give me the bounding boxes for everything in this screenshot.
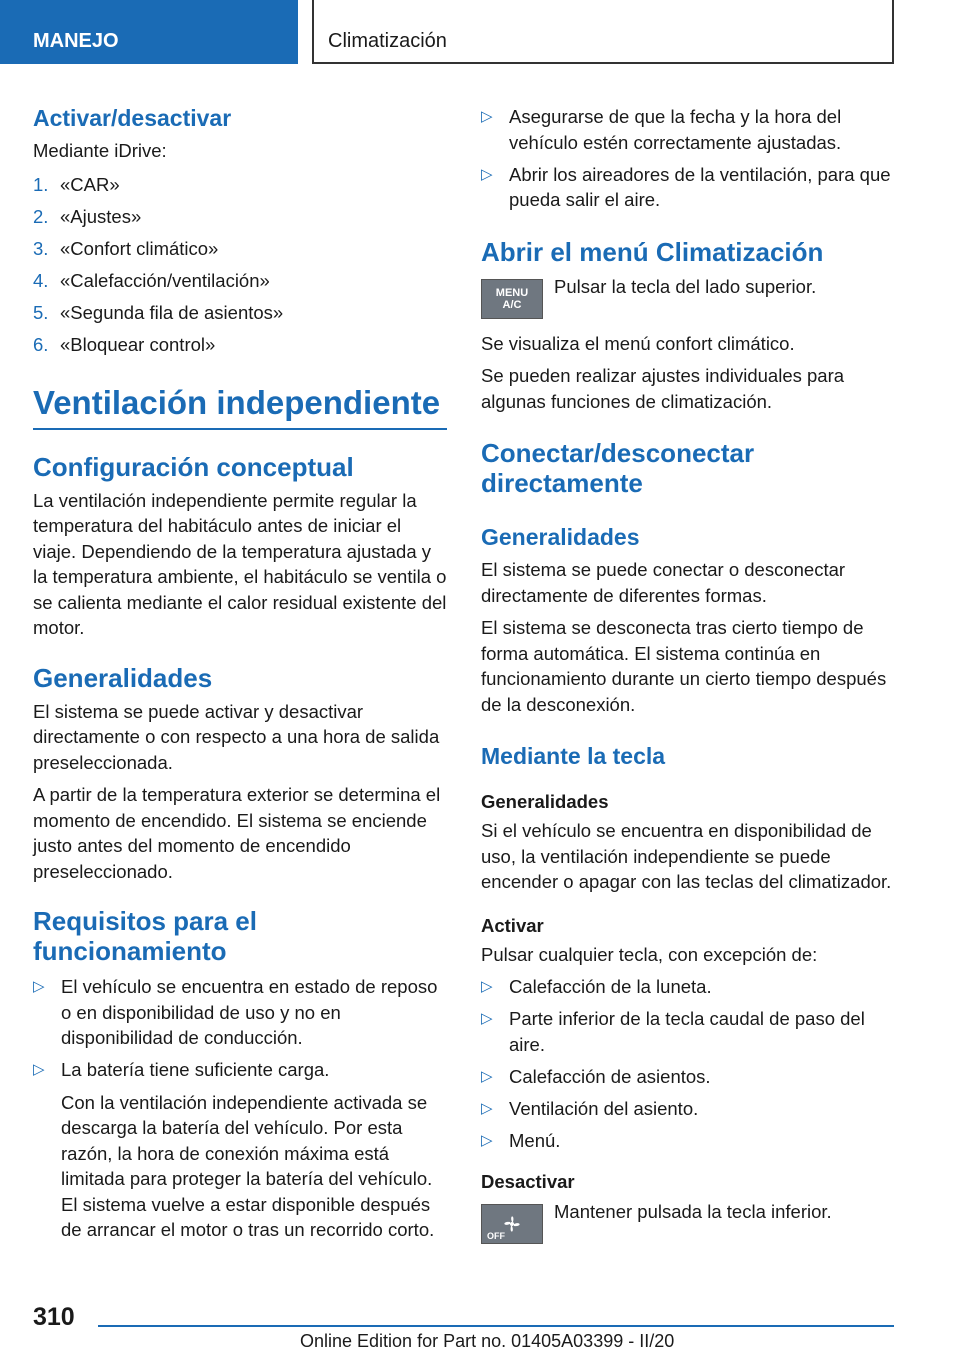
menu-heading: Abrir el menú Climatización [481,236,824,267]
triangle-bullet-icon: ▷ [481,108,493,125]
list-item: 3. «Confort climático» [33,237,219,259]
list-item: ▷ La batería tiene suficiente carga. Con la ventilación independiente activada se descarga la batería del vehículo. Por esta razón, la hora de conexión máxima está limitada para proteger la batería del vehículo. El sistema vuelve a estar disponible después de arrancar el motor o tras un recorrido corto. [33,1057,447,1243]
footer-rule [98,1325,894,1327]
off-key-row [481,1201,897,1244]
list-item: ▷ Calefacción de la luneta. [481,974,897,1000]
direct-heading: Conectar/desconectar directamente [481,438,755,498]
tecla-gen-heading: Generalidades [481,791,609,812]
list-item: 6. «Bloquear control» [33,334,216,356]
menu-text-1: Se visualiza el menú confort climático. [481,332,795,354]
preparation-list [481,104,897,213]
triangle-bullet-icon: ▷ [481,165,493,183]
list-item: ▷ Abrir los aireadores de la ventilación, para que pueda salir el aire. [481,163,891,210]
list-item: ▷ Parte inferior de la tecla caudal de paso del aire. [481,1008,865,1055]
general-text-2: A partir de la temperatura exterior se determina el momento de encendido. El sistema se enciende justo antes del momento de encendido preseleccionado. [33,784,441,882]
page-number: 310 [33,1303,75,1331]
list-item: ▷ Ventilación del asiento. [481,1096,897,1122]
triangle-bullet-icon: ▷ [481,1067,493,1085]
activar-intro: Mediante iDrive: [33,140,167,161]
triangle-bullet-icon: ▷ [481,1131,493,1149]
triangle-bullet-icon: ▷ [33,1061,45,1079]
idrive-steps [33,172,447,358]
battery-note: Con la ventilación independiente activada se descarga la batería del vehículo. Por esta razón, la hora de conexión máxima está limitada para proteger la batería del vehículo. El sistema vuelve a estar disponible después de arrancar el motor o tras un recorrido corto. [61,1091,435,1241]
triangle-bullet-icon: ▷ [33,978,45,996]
off-key-label: OFF [487,1231,505,1241]
concept-heading: Configuración conceptual [33,451,354,482]
section-tab: MANEJO [0,0,298,64]
general-heading: Generalidades [33,662,213,693]
fan-off-key-icon [481,1204,543,1244]
off-key-text: Mantener pulsada la tecla inferior. [554,1201,832,1222]
tecla-heading: Mediante la tecla [481,743,666,769]
list-item: 2. «Ajustes» [33,205,142,227]
activar-heading: Activar/desactivar [33,105,232,131]
chapter-title: Ventilación independiente [33,380,447,430]
list-item: 4. «Calefacción/ventilación» [33,270,270,292]
exception-list [481,974,897,1153]
list-item: ▷ El vehículo se encuentra en estado de reposo o en disponibilidad de uso y no en disponibilidad de conducción. [33,976,438,1049]
right-column [481,96,897,1244]
list-item: 1. «CAR» [33,173,120,195]
concept-text: La ventilación independiente permite regular la temperatura del habitáculo antes de iniciar el viaje. Dependiendo de la temperatura ajustada y la temperatura ambiente, el habitáculo se ventila o se calienta mediante el calor residual existente del motor. [33,489,447,639]
general-text-1: El sistema se puede activar y desactivar directamente o con respecto a una hora de salida preseleccionada. [33,700,440,773]
triangle-bullet-icon: ▷ [481,1099,493,1117]
gen-text-1: El sistema se puede conectar o desconectar directamente de diferentes formas. [481,559,846,606]
triangle-bullet-icon: ▷ [481,1010,493,1027]
gen-text-2: El sistema se desconecta tras cierto tiempo de forma automática. El sistema continúa en funcionamiento durante un cierto tiempo después de la desconexión. [481,617,887,715]
menu-text-2: Se pueden realizar ajustes individuales para algunas funciones de climatización. [481,365,845,412]
list-item: ▷ Asegurarse de que la fecha y la hora del vehículo estén correctamente ajustadas. [481,106,842,153]
page-header-title: Climatización [312,0,894,64]
activar-text: Pulsar cualquier tecla, con excepción de: [481,943,818,965]
edition-footer: Online Edition for Part no. 01405A03399 - II/20 [300,1331,675,1351]
menu-key-text: Pulsar la tecla del lado superior. [554,275,817,297]
left-column [33,96,447,1249]
activar-subheading: Activar [481,914,544,936]
list-item: 5. «Segunda fila de asientos» [33,302,284,324]
requirements-heading: Requisitos para el funcionamiento [33,906,257,967]
requirements-list [33,974,447,1243]
list-item: ▷ Menú. [481,1128,897,1154]
tecla-gen-text: Si el vehículo se encuentra en disponibilidad de uso, la ventilación independiente se puede encender o apagar con las teclas del climatizador. [481,820,892,892]
gen-heading: Generalidades [481,524,640,550]
desactivar-subheading: Desactivar [481,1171,575,1192]
menu-key-row [481,275,897,319]
list-item: ▷ Calefacción de asientos. [481,1064,897,1090]
triangle-bullet-icon: ▷ [481,978,493,995]
menu-ac-key-icon: MENU A/C [481,279,543,319]
